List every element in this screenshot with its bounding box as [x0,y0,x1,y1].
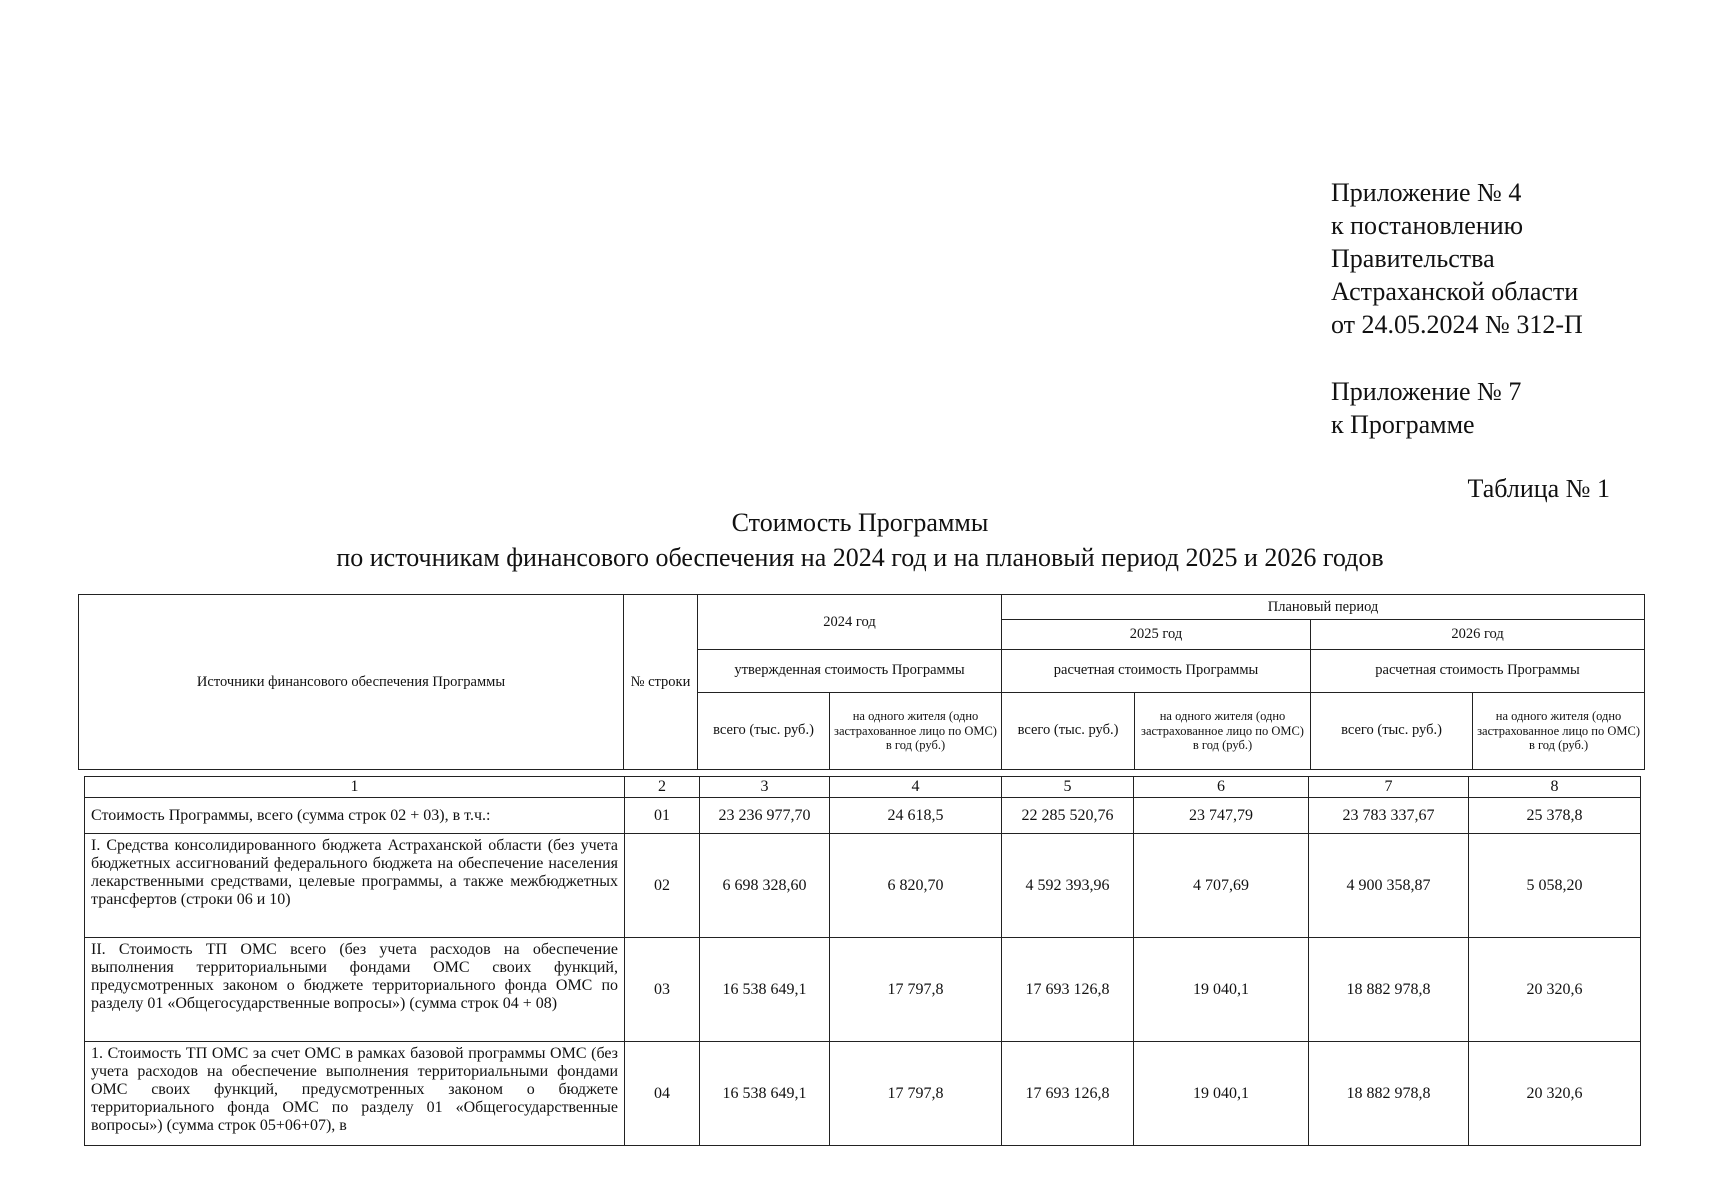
header-year-2026: 2026 год [1311,620,1645,650]
cost-table-body [84,776,1641,1146]
row-total-2026: 23 783 337,67 [1309,798,1469,834]
row-source-name: Стоимость Программы, всего (сумма строк 02 + 03), в т.ч.: [85,798,625,834]
header-year-2024: 2024 год [698,595,1002,650]
row-total-2025: 17 693 126,8 [1002,1042,1134,1146]
row-per-person-2024: 17 797,8 [830,938,1002,1042]
row-per-person-2024: 17 797,8 [830,1042,1002,1146]
row-total-2025: 22 285 520,76 [1002,798,1134,834]
cost-table-header [78,594,1645,770]
column-number: 1 [85,777,625,798]
header-per-person-2026: на одного жителя (одно застрахованное лицо по ОМС) в год (руб.) [1473,692,1645,769]
appendix-4-line: Правительства [1331,244,1495,273]
row-source-name: 1. Стоимость ТП ОМС за счет ОМС в рамках базовой программы ОМС (без учета расходов на обеспечение выполнения территориальными фондами ОМС своих функций, предусмотренных законом о бюджете территориального фонда ОМС по разделу 01 «Общегосударственные вопросы») (сумма строк 05+06+07), в [85,1042,625,1146]
column-number: 8 [1469,777,1641,798]
appendix-7-line: Приложение № 7 [1331,377,1522,406]
table-row [85,798,1641,834]
header-per-person-2025: на одного жителя (одно застрахованное лицо по ОМС) в год (руб.) [1135,692,1311,769]
column-number: 4 [830,777,1002,798]
appendix-4-line: Астраханской области [1331,277,1579,306]
appendix-7-block [1331,375,1521,441]
column-number-row [85,777,1641,798]
column-number: 6 [1134,777,1309,798]
table-row [85,938,1641,1042]
header-calculated-cost-2026: расчетная стоимость Программы [1311,650,1645,692]
row-number: 01 [625,798,700,834]
row-total-2024: 23 236 977,70 [700,798,830,834]
header-per-person-2024: на одного жителя (одно застрахованное лицо по ОМС) в год (руб.) [830,692,1002,769]
row-total-2026: 18 882 978,8 [1309,1042,1469,1146]
row-per-person-2026: 5 058,20 [1469,834,1641,938]
row-number: 02 [625,834,700,938]
header-total-2024: всего (тыс. руб.) [698,692,830,769]
appendix-4-line: Приложение № 4 [1331,178,1522,207]
header-sources: Источники финансового обеспечения Программы [79,595,624,770]
appendix-7-line: к Программе [1331,410,1475,439]
column-number: 5 [1002,777,1134,798]
row-number: 04 [625,1042,700,1146]
document-subtitle-line: по источникам финансового обеспечения на 2024 год и на плановый период 2025 и 2026 годов [336,543,1384,572]
row-per-person-2025: 23 747,79 [1134,798,1309,834]
header-total-2026: всего (тыс. руб.) [1311,692,1473,769]
appendix-4-block [1331,176,1583,341]
row-total-2025: 4 592 393,96 [1002,834,1134,938]
row-total-2026: 18 882 978,8 [1309,938,1469,1042]
row-per-person-2025: 19 040,1 [1134,1042,1309,1146]
row-per-person-2026: 20 320,6 [1469,1042,1641,1146]
header-total-2025: всего (тыс. руб.) [1002,692,1135,769]
row-per-person-2025: 4 707,69 [1134,834,1309,938]
header-approved-cost: утвержденная стоимость Программы [698,650,1002,692]
column-number: 3 [700,777,830,798]
row-total-2024: 6 698 328,60 [700,834,830,938]
table-number: Таблица № 1 [1467,474,1610,503]
document-title [0,505,1720,575]
row-source-name: II. Стоимость ТП ОМС всего (без учета расходов на обеспечение выполнения территориальными фондами ОМС своих функций, предусмотренных законом о бюджете территориального фонда ОМС по разделу 01 «Общегосударственные вопросы») (сумма строк 04 + 08) [85,938,625,1042]
row-total-2024: 16 538 649,1 [700,938,830,1042]
row-per-person-2024: 6 820,70 [830,834,1002,938]
row-total-2024: 16 538 649,1 [700,1042,830,1146]
header-row-number: № строки [624,595,698,770]
row-per-person-2024: 24 618,5 [830,798,1002,834]
table-row [85,834,1641,938]
header-planned-period: Плановый период [1002,595,1645,620]
row-per-person-2026: 25 378,8 [1469,798,1641,834]
header-calculated-cost-2025: расчетная стоимость Программы [1002,650,1311,692]
document-title-line: Стоимость Программы [731,508,989,537]
column-number: 2 [625,777,700,798]
row-total-2025: 17 693 126,8 [1002,938,1134,1042]
row-per-person-2026: 20 320,6 [1469,938,1641,1042]
row-per-person-2025: 19 040,1 [1134,938,1309,1042]
table-row [85,1042,1641,1146]
appendix-4-line: к постановлению [1331,211,1524,240]
row-total-2026: 4 900 358,87 [1309,834,1469,938]
appendix-4-decree-date: от 24.05.2024 № 312-П [1331,310,1583,339]
row-source-name: I. Средства консолидированного бюджета Астраханской области (без учета бюджетных ассигнований федерального бюджета на обеспечение населения лекарственными средствами, целевые программы, а также межбюджетных трансфертов (строки 06 и 10) [85,834,625,938]
header-year-2025: 2025 год [1002,620,1311,650]
row-number: 03 [625,938,700,1042]
column-number: 7 [1309,777,1469,798]
